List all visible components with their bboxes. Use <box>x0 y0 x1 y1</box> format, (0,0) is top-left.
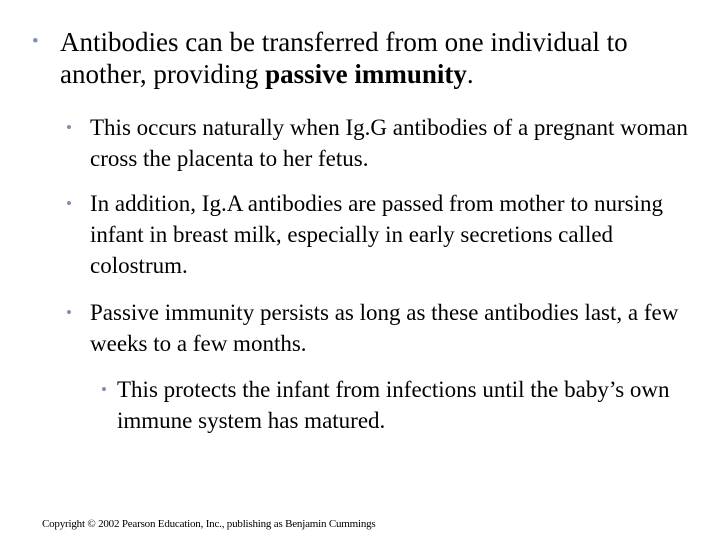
bullet-item-passive-immunity <box>32 26 692 90</box>
bullet-icon: • <box>101 380 107 399</box>
bullet-item-persists <box>66 297 696 359</box>
bullet-icon: • <box>66 118 72 137</box>
bullet-text: This occurs naturally when Ig.G antibodies of a pregnant woman cross the placenta to her fetus. <box>90 115 688 171</box>
copyright-notice: Copyright © 2002 Pearson Education, Inc., publishing as Benjamin Cummings <box>42 518 376 530</box>
bullet-item-igg <box>66 112 696 174</box>
bullet-item-protects <box>101 374 691 436</box>
bullet-text-part: Antibodies can be transferred from one individual to another, providing <box>60 27 628 89</box>
bullet-text: In addition, Ig.A antibodies are passed from mother to nursing infant in breast milk, especially in early secretions called colostrum. <box>90 191 663 278</box>
bold-term: passive immunity <box>265 59 467 89</box>
bullet-text: Passive immunity persists as long as these antibodies last, a few weeks to a few months. <box>90 300 679 356</box>
bullet-text-part: . <box>466 59 474 89</box>
bullet-icon: • <box>32 31 39 52</box>
bullet-icon: • <box>66 303 72 322</box>
bullet-icon: • <box>66 194 72 213</box>
bullet-text <box>60 26 692 90</box>
bullet-item-iga <box>66 188 696 281</box>
bullet-text: This protects the infant from infections until the baby’s own immune system has matured. <box>117 377 670 433</box>
